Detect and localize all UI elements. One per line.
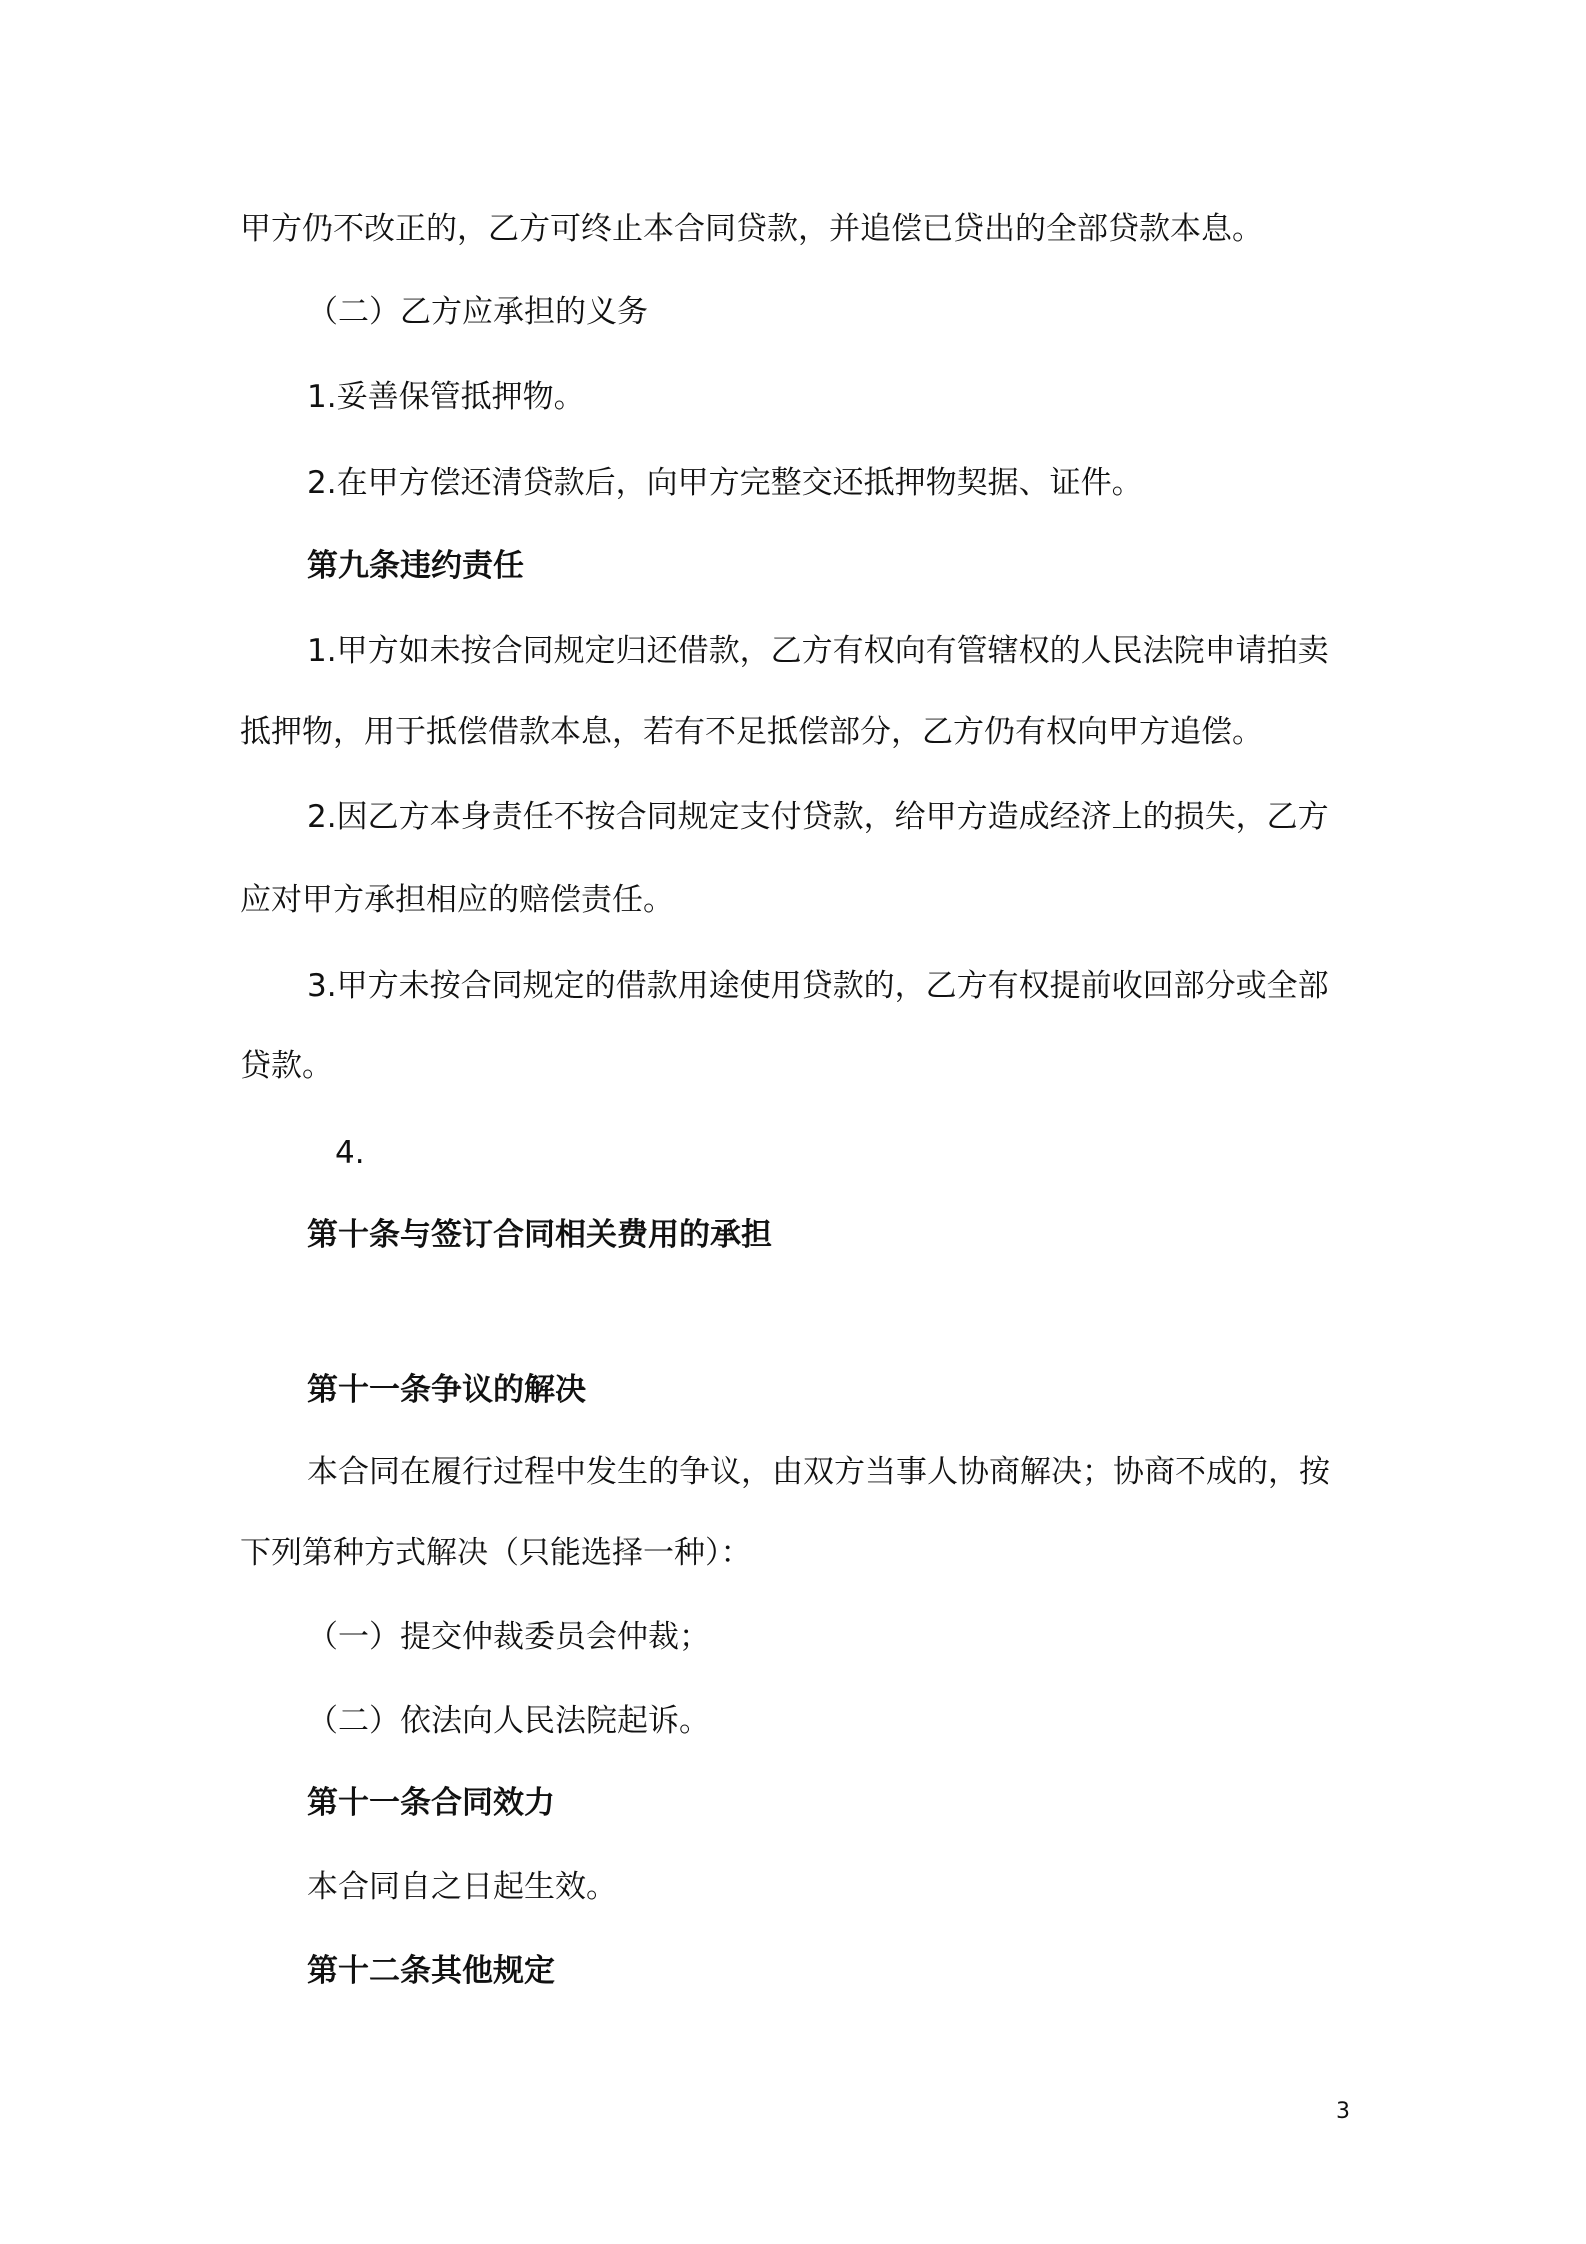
paragraph-line: 下列第种方式解决（只能选择一种）： xyxy=(240,1535,752,1571)
paragraph-line: 甲方仍不改正的，乙方可终止本合同贷款，并追偿已贷出的全部贷款本息。 xyxy=(240,211,1263,247)
page-number: 3 xyxy=(1336,2099,1350,2124)
section-heading: 第十条与签订合同相关费用的承担 xyxy=(307,1217,772,1253)
paragraph-line: （二）依法向人民法院起诉。 xyxy=(307,1703,710,1739)
paragraph-line: 4. xyxy=(335,1135,365,1171)
paragraph-line: （一）提交仲裁委员会仲裁； xyxy=(307,1619,710,1655)
section-heading: 第十一条合同效力 xyxy=(307,1785,555,1821)
paragraph-line: 1.妥善保管抵押物。 xyxy=(307,379,585,415)
paragraph-line: （二）乙方应承担的义务 xyxy=(307,294,648,330)
section-heading: 第十二条其他规定 xyxy=(307,1953,555,1989)
paragraph-line: 本合同自之日起生效。 xyxy=(307,1869,617,1905)
paragraph-line: 应对甲方承担相应的赔偿责任。 xyxy=(240,882,674,918)
paragraph-line: 3.甲方未按合同规定的借款用途使用贷款的，乙方有权提前收回部分或全部 xyxy=(307,968,1329,1004)
paragraph-line: 2.在甲方偿还清贷款后，向甲方完整交还抵押物契据、证件。 xyxy=(307,465,1143,501)
paragraph-line: 1.甲方如未按合同规定归还借款，乙方有权向有管辖权的人民法院申请拍卖 xyxy=(307,633,1329,669)
section-heading: 第九条违约责任 xyxy=(307,548,524,584)
paragraph-line: 本合同在履行过程中发生的争议，由双方当事人协商解决；协商不成的，按 xyxy=(307,1454,1330,1490)
paragraph-line: 2.因乙方本身责任不按合同规定支付贷款，给甲方造成经济上的损失，乙方 xyxy=(307,799,1329,835)
section-heading: 第十一条争议的解决 xyxy=(307,1372,586,1408)
paragraph-line: 抵押物，用于抵偿借款本息，若有不足抵偿部分，乙方仍有权向甲方追偿。 xyxy=(240,714,1263,750)
paragraph-line: 贷款。 xyxy=(240,1048,333,1084)
